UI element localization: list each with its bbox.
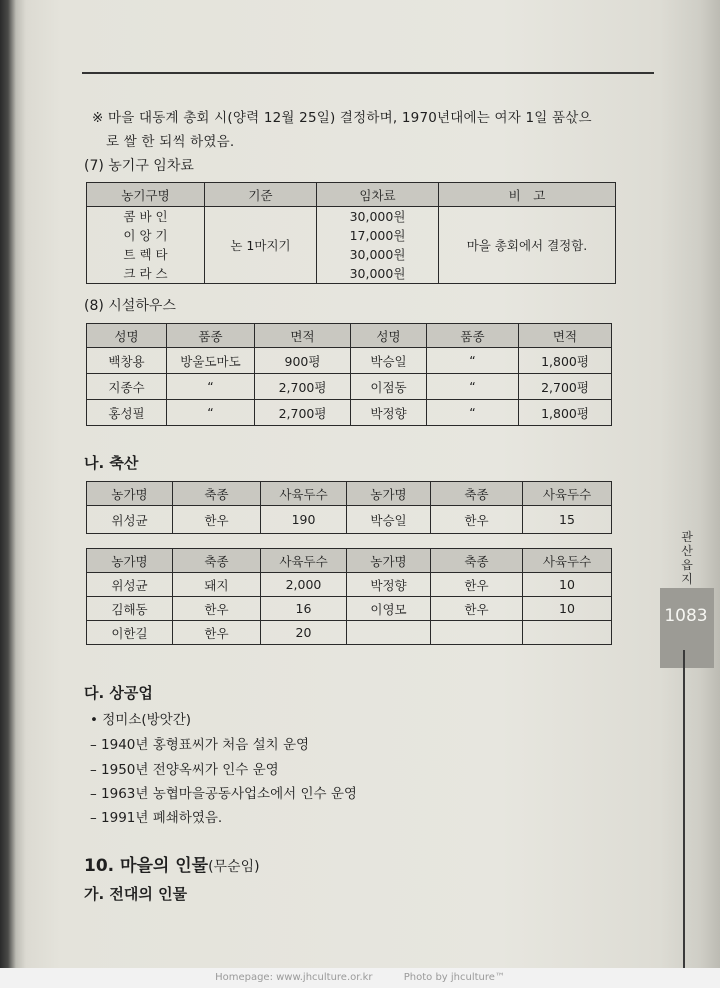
farm-tools-heading: (7) 농기구 임차료 [84, 158, 194, 174]
gh-header: 면적 [519, 324, 612, 348]
ls-cell [523, 621, 612, 645]
commerce-item: – 1963년 농협마을공동사업소에서 인수 운영 [90, 786, 357, 802]
gh-cell: 900평 [255, 348, 351, 374]
ls-header: 농가명 [347, 482, 431, 506]
ls-cell: 이한길 [87, 621, 173, 645]
ls-header: 농가명 [87, 482, 173, 506]
top-rule [82, 72, 654, 74]
gh-cell: 박정향 [351, 400, 427, 426]
header-tool-name: 농기구명 [87, 183, 205, 207]
gh-cell: 박승일 [351, 348, 427, 374]
gh-cell: 지종수 [87, 374, 167, 400]
ls-cell: 한우 [431, 573, 523, 597]
basis-cell: 논 1마지기 [205, 207, 317, 284]
farm-tools-table [86, 182, 616, 284]
ls-header: 축종 [173, 482, 261, 506]
gh-cell: 1,800평 [519, 348, 612, 374]
gh-header: 품종 [427, 324, 519, 348]
table-row [87, 400, 612, 426]
fees-cell [317, 207, 439, 284]
commerce-item: – 1950년 전양옥씨가 인수 운영 [90, 762, 279, 778]
people-heading-title: 10. 마을의 인물 [84, 856, 209, 876]
ls-cell: 돼지 [173, 573, 261, 597]
gh-cell: 2,700평 [255, 400, 351, 426]
tool-name: 콤 바 인 [123, 209, 168, 224]
remark-cell: 마을 총회에서 결정함. [439, 207, 616, 284]
footer-bar [0, 968, 720, 988]
ls-cell: 김해동 [87, 597, 173, 621]
ls-cell: 한우 [173, 621, 261, 645]
ls-cell [431, 621, 523, 645]
ls-cell: 한우 [173, 597, 261, 621]
tool-name: 트 렉 타 [123, 247, 168, 262]
footer-homepage: Homepage: www.jhculture.or.kr [215, 972, 373, 983]
header-fee: 임차료 [317, 183, 439, 207]
gh-cell: 이점동 [351, 374, 427, 400]
ls-header: 사육두수 [523, 482, 612, 506]
ls-cell: 박정향 [347, 573, 431, 597]
table-row [87, 573, 612, 597]
fee-value: 17,000원 [349, 228, 406, 243]
table-row [87, 621, 612, 645]
ls-cell: 190 [261, 506, 347, 534]
greenhouse-heading: (8) 시설하우스 [84, 298, 176, 314]
ls-cell: 20 [261, 621, 347, 645]
table-row [87, 506, 612, 534]
gh-cell: 방울도마도 [167, 348, 255, 374]
table-row [87, 597, 612, 621]
livestock-table-1 [86, 481, 612, 534]
people-subheading: 가. 전대의 인물 [84, 885, 188, 903]
gh-header: 성명 [87, 324, 167, 348]
table-row [87, 374, 612, 400]
page-number: 1083 [664, 606, 708, 626]
tool-name: 이 앙 기 [123, 228, 168, 243]
gh-cell: “ [427, 374, 519, 400]
commerce-item: • 정미소(방앗간) [90, 712, 192, 728]
gh-cell: 홍성필 [87, 400, 167, 426]
gh-cell: 백창용 [87, 348, 167, 374]
gh-cell: 2,700평 [519, 374, 612, 400]
tool-name: 크 라 스 [123, 266, 168, 281]
note-line-2: 로 쌀 한 되씩 하였음. [106, 134, 235, 150]
ls-cell: 15 [523, 506, 612, 534]
side-label: 관산읍지 [681, 530, 693, 586]
fee-value: 30,000원 [349, 266, 406, 281]
header-remark: 비 고 [439, 183, 616, 207]
ls-cell: 한우 [431, 506, 523, 534]
header-basis: 기준 [205, 183, 317, 207]
ls-cell: 2,000 [261, 573, 347, 597]
fee-value: 30,000원 [349, 209, 406, 224]
ls-cell: 위성균 [87, 506, 173, 534]
ls-cell: 이영모 [347, 597, 431, 621]
ls-header: 농가명 [347, 549, 431, 573]
table-row [87, 348, 612, 374]
people-heading-sub: (무순임) [208, 859, 260, 875]
gh-cell: 2,700평 [255, 374, 351, 400]
gh-cell: “ [427, 400, 519, 426]
commerce-item: – 1940년 홍형표씨가 처음 설치 운영 [90, 737, 310, 753]
page-tab [660, 588, 714, 668]
ls-header: 사육두수 [261, 549, 347, 573]
fee-value: 30,000원 [349, 247, 406, 262]
ls-header: 사육두수 [261, 482, 347, 506]
gh-cell: “ [167, 400, 255, 426]
people-heading [84, 851, 260, 876]
ls-cell: 한우 [431, 597, 523, 621]
side-rule [683, 650, 685, 970]
footer-photo-credit: Photo by jhculture™ [403, 972, 505, 983]
tool-names-cell [87, 207, 205, 284]
ls-cell: 10 [523, 597, 612, 621]
gh-cell: 1,800평 [519, 400, 612, 426]
note-line-1: ※ 마을 대동계 총회 시(양력 12월 25일) 결정하며, 1970년대에는 여자 1일 품삯으 [92, 110, 592, 126]
ls-cell: 16 [261, 597, 347, 621]
ls-cell: 박승일 [347, 506, 431, 534]
gh-cell: “ [167, 374, 255, 400]
commerce-heading: 다. 상공업 [84, 684, 153, 702]
ls-header: 축종 [173, 549, 261, 573]
ls-cell: 10 [523, 573, 612, 597]
ls-cell [347, 621, 431, 645]
gh-header: 품종 [167, 324, 255, 348]
ls-header: 농가명 [87, 549, 173, 573]
ls-cell: 한우 [173, 506, 261, 534]
ls-cell: 위성균 [87, 573, 173, 597]
side-vertical-label [678, 530, 696, 586]
livestock-table-2 [86, 548, 612, 645]
commerce-item: – 1991년 폐쇄하였음. [90, 810, 223, 826]
gh-cell: “ [427, 348, 519, 374]
ls-header: 사육두수 [523, 549, 612, 573]
ls-header: 축종 [431, 482, 523, 506]
gh-header: 성명 [351, 324, 427, 348]
greenhouse-table [86, 323, 612, 426]
ls-header: 축종 [431, 549, 523, 573]
livestock-heading: 나. 축산 [84, 454, 139, 472]
gh-header: 면적 [255, 324, 351, 348]
